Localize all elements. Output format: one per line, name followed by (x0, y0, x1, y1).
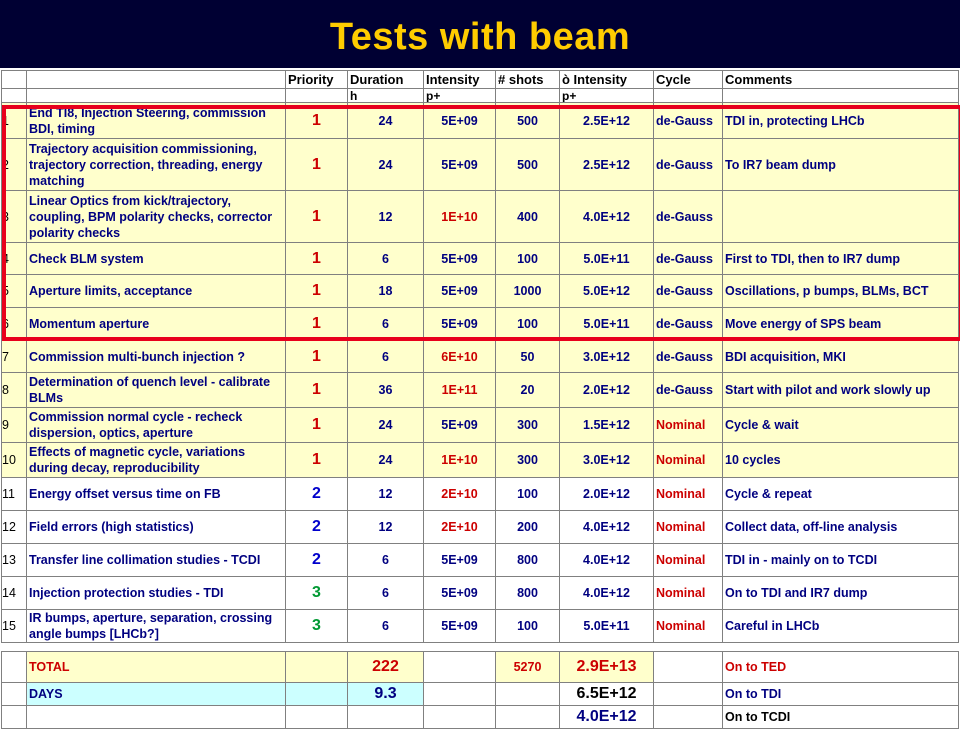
cell-duration: 6 (348, 610, 424, 643)
table-row (2, 544, 959, 577)
cell-num: 15 (2, 610, 27, 643)
cell-shots: 300 (496, 408, 560, 443)
cell-cycle: de-Gauss (654, 308, 723, 341)
cell-priority: 2 (286, 511, 348, 544)
cell-priority: 1 (286, 373, 348, 408)
cell-intensity: 2E+10 (424, 478, 496, 511)
col-header-comments: Comments (723, 71, 959, 89)
cell-num: 10 (2, 443, 27, 478)
cell-test: Injection protection studies - TDI (27, 577, 286, 610)
cell-comments: To IR7 beam dump (723, 139, 959, 191)
cell-total: 5.0E+11 (560, 610, 654, 643)
cell-comments: Cycle & repeat (723, 478, 959, 511)
cell-comments: 10 cycles (723, 443, 959, 478)
cell-shots: 500 (496, 139, 560, 191)
table-row (2, 275, 959, 308)
cell-total: 3.0E+12 (560, 443, 654, 478)
cell-shots: 100 (496, 243, 560, 275)
total-comment: On to TED (723, 652, 959, 683)
total-intensity: 2.9E+13 (560, 652, 654, 683)
cell-priority: 1 (286, 275, 348, 308)
cell-duration: 12 (348, 511, 424, 544)
cell-shots: 100 (496, 308, 560, 341)
cell-num: 1 (2, 103, 27, 139)
cell-test: Linear Optics from kick/trajectory, coupling, BPM polarity checks, corrector polarity checks (27, 191, 286, 243)
total-shots: 5270 (496, 652, 560, 683)
cell-comments: Cycle & wait (723, 408, 959, 443)
cell-num: 2 (2, 139, 27, 191)
cell-duration: 6 (348, 577, 424, 610)
cell-total: 5.0E+11 (560, 243, 654, 275)
cell-priority: 1 (286, 139, 348, 191)
table-row (2, 443, 959, 478)
cell-cycle: de-Gauss (654, 341, 723, 373)
cell-total: 4.0E+12 (560, 511, 654, 544)
cell-shots: 1000 (496, 275, 560, 308)
cell-cycle: de-Gauss (654, 373, 723, 408)
cell-shots: 50 (496, 341, 560, 373)
cell-cycle: Nominal (654, 544, 723, 577)
cell-num: 3 (2, 191, 27, 243)
table-row (2, 577, 959, 610)
cell-duration: 6 (348, 308, 424, 341)
cell-total: 5.0E+12 (560, 275, 654, 308)
total-row (2, 652, 959, 683)
header-row (2, 71, 959, 89)
tdi-comment: On to TDI (723, 683, 959, 706)
cell-cycle: Nominal (654, 511, 723, 544)
tests-table (1, 70, 959, 643)
cell-total: 2.5E+12 (560, 139, 654, 191)
cell-num: 4 (2, 243, 27, 275)
cell-priority: 2 (286, 544, 348, 577)
cell-duration: 6 (348, 243, 424, 275)
cell-cycle: Nominal (654, 408, 723, 443)
cell-test: IR bumps, aperture, separation, crossing angle bumps [LHCb?] (27, 610, 286, 643)
col-header-cycle: Cycle (654, 71, 723, 89)
cell-total: 4.0E+12 (560, 191, 654, 243)
cell-intensity: 5E+09 (424, 408, 496, 443)
total-label: TOTAL (27, 652, 286, 683)
cell-intensity: 6E+10 (424, 341, 496, 373)
tcdi-row (2, 706, 959, 729)
table-row (2, 408, 959, 443)
total-duration: 222 (348, 652, 424, 683)
cell-total: 2.0E+12 (560, 478, 654, 511)
table-row (2, 243, 959, 275)
cell-total: 5.0E+11 (560, 308, 654, 341)
cell-test: Field errors (high statistics) (27, 511, 286, 544)
cell-test: Determination of quench level - calibrate BLMs (27, 373, 286, 408)
cell-num: 11 (2, 478, 27, 511)
cell-shots: 400 (496, 191, 560, 243)
totals-table (1, 651, 959, 729)
cell-total: 1.5E+12 (560, 408, 654, 443)
cell-cycle: de-Gauss (654, 243, 723, 275)
units-row (2, 89, 959, 103)
cell-priority: 1 (286, 408, 348, 443)
cell-duration: 24 (348, 408, 424, 443)
days-label: DAYS (27, 683, 286, 706)
table-row (2, 191, 959, 243)
table-row (2, 478, 959, 511)
cell-num: 6 (2, 308, 27, 341)
cell-comments (723, 191, 959, 243)
cell-comments: First to TDI, then to IR7 dump (723, 243, 959, 275)
cell-test: Transfer line collimation studies - TCDI (27, 544, 286, 577)
cell-priority: 3 (286, 577, 348, 610)
cell-cycle: Nominal (654, 610, 723, 643)
cell-duration: 24 (348, 139, 424, 191)
cell-total: 4.0E+12 (560, 577, 654, 610)
cell-priority: 1 (286, 191, 348, 243)
cell-intensity: 5E+09 (424, 103, 496, 139)
cell-comments: Careful in LHCb (723, 610, 959, 643)
cell-test: Trajectory acquisition commissioning, trajectory correction, threading, energy matching (27, 139, 286, 191)
cell-cycle: Nominal (654, 478, 723, 511)
cell-shots: 800 (496, 544, 560, 577)
cell-shots: 200 (496, 511, 560, 544)
cell-duration: 12 (348, 191, 424, 243)
cell-total: 2.0E+12 (560, 373, 654, 408)
cell-num: 13 (2, 544, 27, 577)
cell-cycle: de-Gauss (654, 191, 723, 243)
cell-comments: Start with pilot and work slowly up (723, 373, 959, 408)
col-header-total-intensity: ò Intensity (560, 71, 654, 89)
table-row (2, 511, 959, 544)
cell-cycle: de-Gauss (654, 275, 723, 308)
cell-num: 5 (2, 275, 27, 308)
cell-test: Energy offset versus time on FB (27, 478, 286, 511)
cell-duration: 36 (348, 373, 424, 408)
cell-comments: TDI in, protecting LHCb (723, 103, 959, 139)
cell-cycle: Nominal (654, 577, 723, 610)
cell-duration: 24 (348, 443, 424, 478)
col-header-priority: Priority (286, 71, 348, 89)
table-row (2, 373, 959, 408)
table-row (2, 610, 959, 643)
cell-intensity: 1E+10 (424, 443, 496, 478)
cell-total: 3.0E+12 (560, 341, 654, 373)
cell-shots: 500 (496, 103, 560, 139)
cell-shots: 100 (496, 478, 560, 511)
cell-priority: 2 (286, 478, 348, 511)
cell-test: Momentum aperture (27, 308, 286, 341)
cell-priority: 3 (286, 610, 348, 643)
cell-comments: Move energy of SPS beam (723, 308, 959, 341)
cell-duration: 6 (348, 341, 424, 373)
cell-test: Aperture limits, acceptance (27, 275, 286, 308)
col-header-duration: Duration (348, 71, 424, 89)
unit-duration: h (348, 89, 424, 103)
cell-num: 12 (2, 511, 27, 544)
cell-duration: 12 (348, 478, 424, 511)
cell-test: Commission normal cycle - recheck dispersion, optics, aperture (27, 408, 286, 443)
cell-cycle: Nominal (654, 443, 723, 478)
cell-num: 9 (2, 408, 27, 443)
cell-shots: 100 (496, 610, 560, 643)
cell-intensity: 5E+09 (424, 577, 496, 610)
table-row (2, 139, 959, 191)
cell-duration: 18 (348, 275, 424, 308)
cell-test: Check BLM system (27, 243, 286, 275)
cell-priority: 1 (286, 103, 348, 139)
table-row (2, 341, 959, 373)
cell-duration: 6 (348, 544, 424, 577)
cell-cycle: de-Gauss (654, 103, 723, 139)
cell-total: 2.5E+12 (560, 103, 654, 139)
cell-priority: 1 (286, 443, 348, 478)
cell-intensity: 5E+09 (424, 610, 496, 643)
cell-comments: Oscillations, p bumps, BLMs, BCT (723, 275, 959, 308)
cell-num: 7 (2, 341, 27, 373)
cell-test: Effects of magnetic cycle, variations during decay, reproducibility (27, 443, 286, 478)
unit-intensity: p+ (424, 89, 496, 103)
cell-intensity: 5E+09 (424, 308, 496, 341)
cell-comments: Collect data, off-line analysis (723, 511, 959, 544)
cell-intensity: 1E+10 (424, 191, 496, 243)
days-value: 9.3 (348, 683, 424, 706)
cell-intensity: 5E+09 (424, 243, 496, 275)
unit-total-intensity: p+ (560, 89, 654, 103)
cell-priority: 1 (286, 341, 348, 373)
cell-test: Commission multi-bunch injection ? (27, 341, 286, 373)
cell-intensity: 5E+09 (424, 544, 496, 577)
cell-intensity: 2E+10 (424, 511, 496, 544)
days-row (2, 683, 959, 706)
cell-comments: BDI acquisition, MKI (723, 341, 959, 373)
cell-shots: 20 (496, 373, 560, 408)
tcdi-comment: On to TCDI (723, 706, 959, 729)
cell-comments: TDI in - mainly on to TCDI (723, 544, 959, 577)
cell-intensity: 5E+09 (424, 139, 496, 191)
cell-shots: 800 (496, 577, 560, 610)
cell-test: End TI8, Injection Steering, commission BDI, timing (27, 103, 286, 139)
cell-priority: 1 (286, 308, 348, 341)
cell-total: 4.0E+12 (560, 544, 654, 577)
cell-intensity: 5E+09 (424, 275, 496, 308)
cell-num: 8 (2, 373, 27, 408)
cell-duration: 24 (348, 103, 424, 139)
tcdi-intensity: 4.0E+12 (560, 706, 654, 729)
tdi-intensity: 6.5E+12 (560, 683, 654, 706)
table-row (2, 308, 959, 341)
page-title: Tests with beam (329, 16, 631, 58)
cell-comments: On to TDI and IR7 dump (723, 577, 959, 610)
col-header-intensity: Intensity (424, 71, 496, 89)
table-row (2, 103, 959, 139)
cell-num: 14 (2, 577, 27, 610)
col-header-shots: # shots (496, 71, 560, 89)
cell-priority: 1 (286, 243, 348, 275)
cell-intensity: 1E+11 (424, 373, 496, 408)
cell-cycle: de-Gauss (654, 139, 723, 191)
cell-shots: 300 (496, 443, 560, 478)
